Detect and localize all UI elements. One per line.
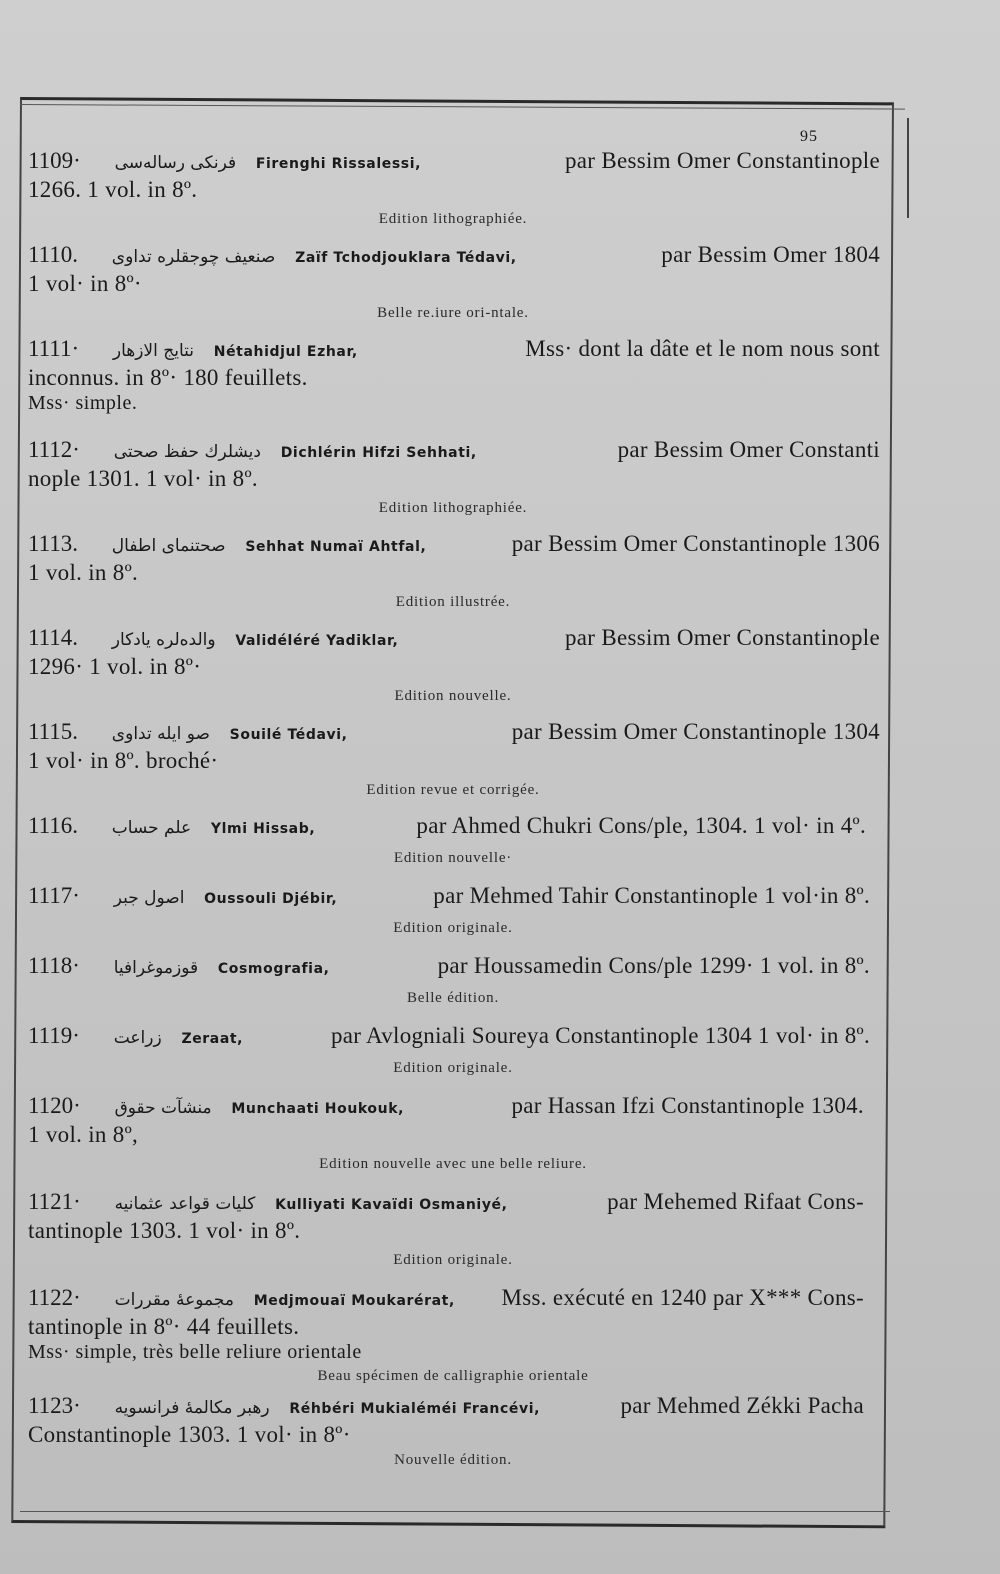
catalogue-entry	[28, 148, 878, 228]
entry-number: 1112·	[28, 437, 80, 462]
catalogue-entry	[28, 813, 878, 867]
entry-line-1	[28, 1093, 864, 1122]
catalogue-entry	[28, 1023, 878, 1077]
entry-line-1	[28, 953, 870, 982]
arabic-title: اصول جبر	[113, 888, 185, 908]
entry-line-2: 1296· 1 vol. in 8º·	[28, 654, 202, 679]
arabic-title: صو ايله تداوى	[111, 724, 210, 744]
entry-line-1	[28, 437, 880, 466]
entry-line-3: Mss· simple.	[28, 392, 138, 414]
transliterated-title: Munchaati Houkouk,	[231, 1101, 405, 1117]
transliterated-title: Souilé Tédavi,	[229, 727, 348, 743]
entry-note: Edition nouvelle·	[393, 850, 513, 866]
arabic-title: والدەلره يادكار	[111, 630, 216, 650]
entry-number: 1115.	[28, 719, 79, 744]
catalogue-entry	[28, 719, 878, 799]
entry-note: Edition lithographiée.	[378, 211, 528, 227]
entry-line-1	[28, 1393, 864, 1422]
entry-details: par Mehmed Zékki Pacha	[620, 1393, 864, 1418]
frame-inner-rule-bottom	[20, 1511, 890, 1513]
catalogue-entry	[28, 625, 878, 705]
entry-number: 1109·	[28, 148, 81, 173]
entry-line-1	[28, 813, 866, 842]
entry-line-2: 1266. 1 vol. in 8º.	[28, 177, 198, 202]
arabic-title: زراعت	[113, 1028, 162, 1048]
entry-note: Edition originale.	[393, 920, 513, 936]
entry-details: par Hassan Ifzi Constantinople 1304.	[511, 1093, 864, 1118]
arabic-title: ديشلرك حفظ صحتى	[113, 442, 261, 462]
entry-number: 1118·	[28, 953, 80, 978]
entry-details: par Bessim Omer 1804	[661, 242, 880, 267]
transliterated-title: Dichlérin Hifzi Sehhati,	[280, 445, 477, 461]
arabic-title: فرنكى رسالەسى	[114, 153, 237, 173]
transliterated-title: Ylmi Hissab,	[210, 821, 316, 837]
entry-details: par Ahmed Chukri Cons/ple, 1304. 1 vol· in 4º.	[416, 813, 866, 838]
entry-details: par Mehmed Tahir Constantinople 1 vol·in 8º.	[433, 883, 870, 908]
catalogue-entry	[28, 336, 878, 415]
entry-number: 1114.	[28, 625, 79, 650]
transliterated-title: Zaïf Tchodjouklara Tédavi,	[295, 250, 517, 266]
entry-line-1	[28, 883, 870, 912]
entry-line-1	[28, 336, 880, 365]
entry-note: Edition nouvelle.	[394, 688, 512, 704]
transliterated-title: Zeraat,	[181, 1031, 244, 1047]
catalogue-entry	[28, 883, 878, 937]
arabic-title: كليات قواعد عثمانيه	[114, 1194, 256, 1214]
entry-line-1	[28, 148, 880, 177]
entry-note: Nouvelle édition.	[394, 1452, 512, 1468]
entry-number: 1123·	[28, 1393, 81, 1418]
catalogue-entry	[28, 531, 878, 611]
entry-number: 1110.	[28, 242, 79, 267]
entry-number: 1117·	[28, 883, 80, 908]
catalogue-entry	[28, 1189, 878, 1269]
catalogue-entry	[28, 242, 878, 322]
entry-line-2: 1 vol· in 8º·	[28, 271, 142, 296]
entry-note: Edition originale.	[393, 1060, 513, 1076]
entry-line-2: 1 vol. in 8º,	[28, 1122, 139, 1147]
transliterated-title: Validéléré Yadiklar,	[235, 633, 399, 649]
entry-line-2: tantinople in 8º· 44 feuillets.	[28, 1314, 300, 1339]
page-number: 95	[800, 128, 818, 145]
arabic-title: مجموعهٔ مقررات	[114, 1290, 234, 1310]
transliterated-title: Medjmouaï Moukarérat,	[253, 1293, 455, 1309]
transliterated-title: Kulliyati Kavaïdi Osmaniyé,	[275, 1197, 508, 1213]
entry-details: par Mehemed Rifaat Cons-	[607, 1189, 864, 1214]
entry-line-1	[28, 1285, 864, 1314]
entry-number: 1120·	[28, 1093, 81, 1118]
entry-details: par Avlogniali Soureya Constantinople 1304 1 vol· in 8º.	[330, 1023, 870, 1048]
entry-line-1	[28, 719, 880, 748]
entry-note: Belle édition.	[406, 990, 499, 1006]
entry-note: Edition illustrée.	[395, 594, 511, 610]
entry-details: par Bessim Omer Constantinople 1306	[511, 531, 880, 556]
entry-note: Edition nouvelle avec une belle reliure.	[319, 1156, 587, 1172]
arabic-title: صحتنماى اطفال	[111, 536, 226, 556]
entry-line-2: tantinople 1303. 1 vol· in 8º.	[28, 1218, 301, 1243]
entry-number: 1121·	[28, 1189, 81, 1214]
entry-details: Mss. exécuté en 1240 par X*** Cons-	[501, 1285, 864, 1310]
entry-number: 1122·	[28, 1285, 81, 1310]
entry-details: par Bessim Omer Constanti	[617, 437, 880, 462]
transliterated-title: Réhbéri Mukialéméi Francévi,	[289, 1401, 541, 1417]
catalogue-entry	[28, 437, 878, 517]
catalogue-entry	[28, 1285, 878, 1385]
arabic-title: منشآت حقوق	[114, 1098, 212, 1118]
entry-note: Edition lithographiée.	[378, 500, 528, 516]
entry-line-2: inconnus. in 8º· 180 feuillets.	[28, 365, 308, 390]
arabic-title: قوزموغرافيا	[113, 958, 199, 978]
transliterated-title: Firenghi Rissalessi,	[255, 156, 422, 172]
arabic-title: رهبر مكالمهٔ فرانسويه	[114, 1398, 270, 1418]
entry-note: Beau spécimen de calligraphie orientale	[317, 1368, 589, 1384]
transliterated-title: Cosmografia,	[217, 961, 330, 977]
entry-number: 1113.	[28, 531, 79, 556]
catalogue-entries	[28, 140, 878, 1469]
transliterated-title: Oussouli Djébir,	[204, 891, 338, 907]
entry-details: par Bessim Omer Constantinople	[565, 148, 880, 173]
frame-side-rule	[907, 118, 909, 218]
transliterated-title: Nétahidjul Ezhar,	[213, 344, 358, 360]
catalogue-entry	[28, 953, 878, 1007]
entry-line-2: nople 1301. 1 vol· in 8º.	[28, 466, 258, 491]
entry-details: par Bessim Omer Constantinople	[565, 625, 880, 650]
entry-note: Edition revue et corrigée.	[366, 782, 540, 798]
entry-details: par Houssamedin Cons/ple 1299· 1 vol. in 8º.	[437, 953, 870, 978]
entry-number: 1111·	[28, 336, 80, 361]
catalogue-entry	[28, 1093, 878, 1173]
entry-note: Belle re.iure ori-ntale.	[377, 305, 529, 321]
transliterated-title: Sehhat Numaï Ahtfal,	[245, 539, 427, 555]
entry-line-1	[28, 625, 880, 654]
entry-line-1	[28, 1023, 870, 1052]
entry-line-2: Constantinople 1303. 1 vol· in 8º·	[28, 1422, 351, 1447]
entry-details: Mss· dont la dâte et le nom nous sont	[525, 336, 880, 361]
entry-line-2: 1 vol. in 8º.	[28, 560, 139, 585]
entry-number: 1119·	[28, 1023, 80, 1048]
arabic-title: صنعيف چوجقلره تداوى	[111, 247, 276, 267]
entry-details: par Bessim Omer Constantinople 1304	[511, 719, 880, 744]
arabic-title: علم حساب	[111, 818, 192, 838]
entry-line-2: 1 vol· in 8º. broché·	[28, 748, 219, 773]
arabic-title: نتايج الازهار	[112, 341, 194, 361]
entry-line-1	[28, 1189, 864, 1218]
entry-line-3: Mss· simple, très belle reliure orientale	[28, 1341, 362, 1363]
entry-line-1	[28, 242, 880, 271]
entry-line-1	[28, 531, 880, 560]
entry-note: Edition originale.	[393, 1252, 513, 1268]
catalogue-entry	[28, 1393, 878, 1469]
entry-number: 1116.	[28, 813, 79, 838]
